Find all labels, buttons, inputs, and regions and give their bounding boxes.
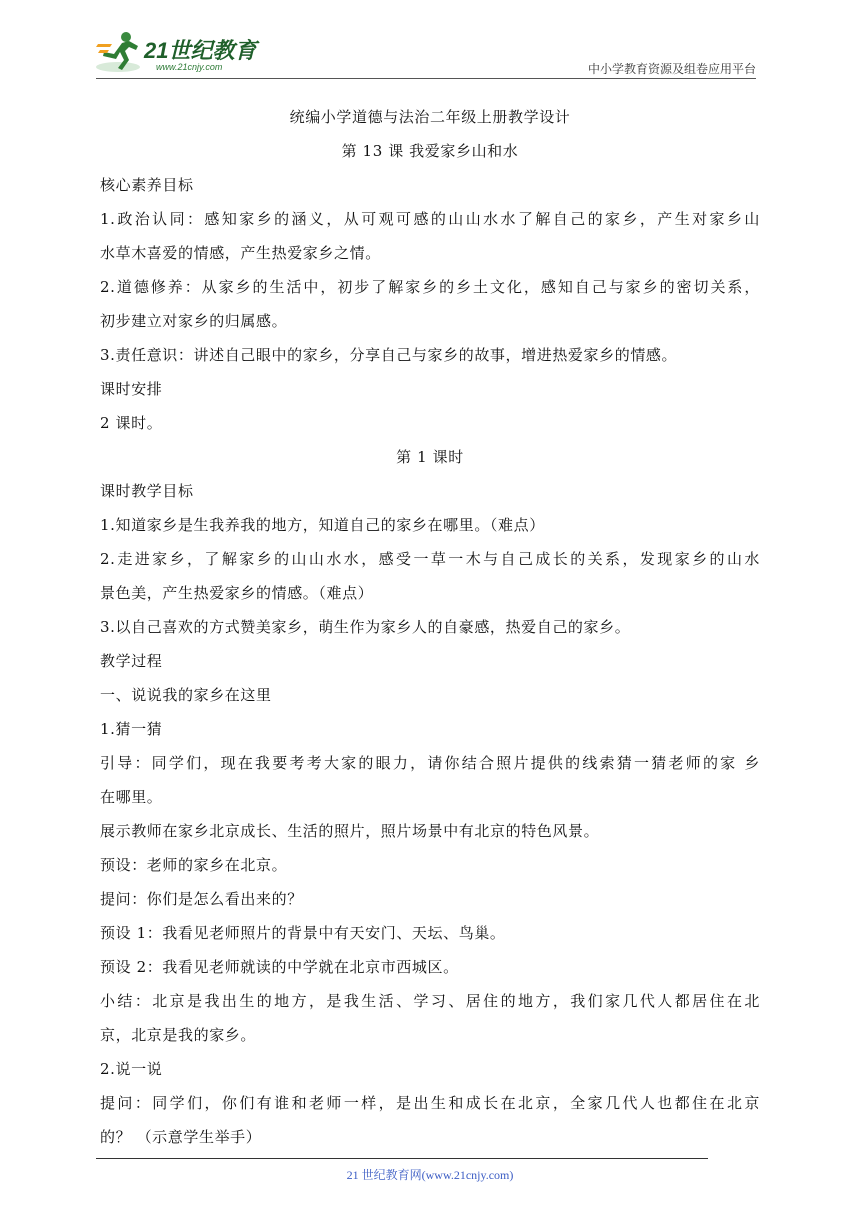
paragraph-line: 2 课时。: [100, 414, 163, 432]
paragraph-line: 引导：同学们，现在我要考考大家的眼力，请你结合照片提供的线索猜一猜老师的家 乡: [100, 754, 760, 772]
section-heading: 教学过程: [100, 652, 163, 670]
footer-divider: [96, 1158, 708, 1159]
paragraph-line: 小结：北京是我出生的地方，是我生活、学习、居住的地方，我们家几代人都居住在北: [100, 992, 760, 1010]
paragraph-line: 2.道德修养：从家乡的生活中，初步了解家乡的乡土文化，感知自己与家乡的密切关系，: [100, 278, 760, 296]
lesson-title: 第 13 课 我爱家乡山和水: [341, 142, 519, 160]
document-body: [100, 100, 760, 1154]
header-divider: [96, 78, 756, 79]
paragraph-line: 的？ （示意学生举手）: [100, 1128, 262, 1146]
document-title: 统编小学道德与法治二年级上册教学设计: [289, 108, 571, 126]
paragraph-line: 京，北京是我的家乡。: [100, 1026, 257, 1044]
paragraph-line: 提问：你们是怎么看出来的？: [100, 890, 303, 908]
paragraph-line: 提问：同学们，你们有谁和老师一样，是出生和成长在北京，全家几代人也都住在北京: [100, 1094, 760, 1112]
footer-link[interactable]: 21 世纪教育网(www.21cnjy.com): [346, 1168, 514, 1182]
running-figure-icon: [96, 30, 142, 74]
paragraph-line: 展示教师在家乡北京成长、生活的照片，照片场景中有北京的特色风景。: [100, 822, 600, 840]
paragraph-line: 预设：老师的家乡在北京。: [100, 856, 288, 874]
paragraph-line: 水草木喜爱的情感，产生热爱家乡之情。: [100, 244, 381, 262]
paragraph-line: 在哪里。: [100, 788, 163, 806]
paragraph-line: 景色美，产生热爱家乡的情感。（难点）: [100, 584, 374, 602]
subsection-heading: 一、说说我的家乡在这里: [100, 686, 272, 704]
paragraph-line: 2.走进家乡，了解家乡的山山水水，感受一草一木与自己成长的关系，发现家乡的山水: [100, 550, 760, 568]
platform-name: 中小学教育资源及组卷应用平台: [587, 62, 756, 76]
section-heading: 课时安排: [100, 380, 163, 398]
period-heading: 第 1 课时: [396, 448, 464, 466]
paragraph-line: 1.猜一猜: [100, 720, 163, 738]
logo-wordmark: 21世纪教育: [144, 38, 257, 63]
paragraph-line: 1.知道家乡是生我养我的地方，知道自己的家乡在哪里。（难点）: [100, 516, 545, 534]
section-heading: 课时教学目标: [100, 482, 194, 500]
paragraph-line: 3.责任意识：讲述自己眼中的家乡，分享自己与家乡的故事，增进热爱家乡的情感。: [100, 346, 678, 364]
paragraph-line: 预设 2：我看见老师就读的中学就在北京市西城区。: [100, 958, 459, 976]
logo-url: www.21cnjy.com: [156, 62, 223, 72]
paragraph-line: 2.说一说: [100, 1060, 163, 1078]
section-heading: 核心素养目标: [100, 176, 194, 194]
paragraph-line: 初步建立对家乡的归属感。: [100, 312, 288, 330]
paragraph-line: 3.以自己喜欢的方式赞美家乡，萌生作为家乡人的自豪感，热爱自己的家乡。: [100, 618, 631, 636]
page-header: [0, 0, 860, 80]
paragraph-line: 1.政治认同：感知家乡的涵义，从可观可感的山山水水了解自己的家乡，产生对家乡山: [100, 210, 760, 228]
paragraph-line: 预设 1：我看见老师照片的背景中有天安门、天坛、鸟巢。: [100, 924, 506, 942]
site-logo[interactable]: [96, 30, 266, 78]
